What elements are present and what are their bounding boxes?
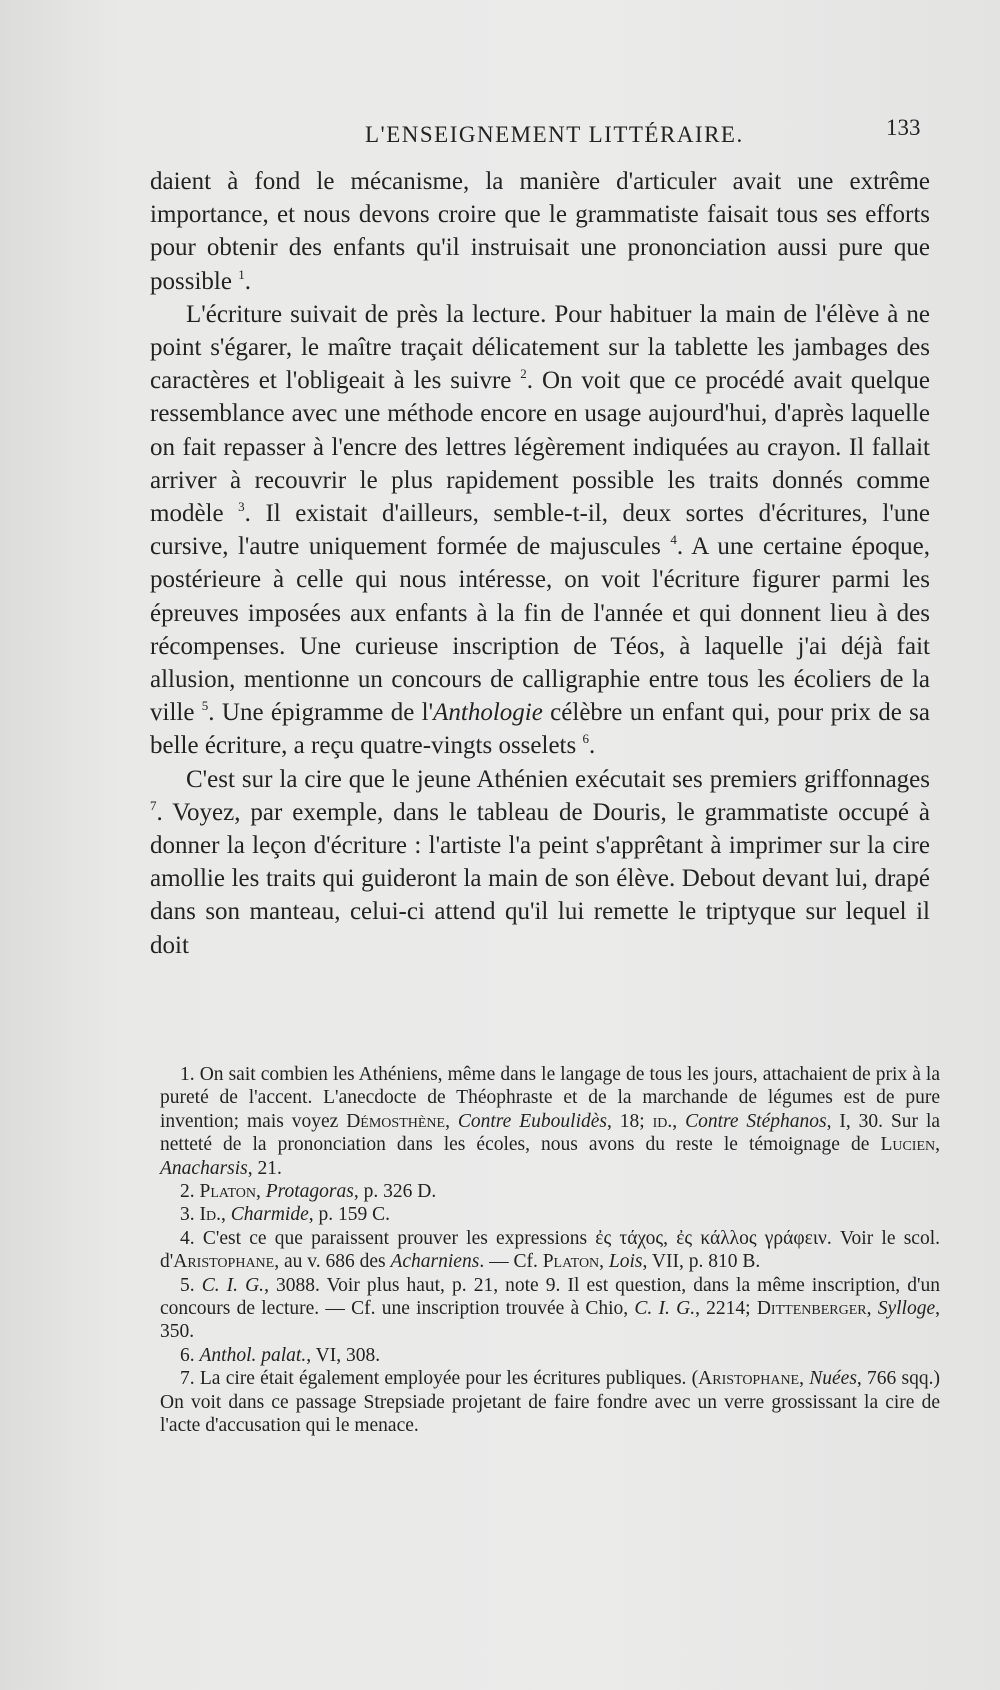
text-run: 1. On sait combien les Athéniens, même dans le langage de tous les jours, attachaient de prix à la pureté de l'accent. L'anecdocte de Théophraste et de la marchande de légumes est de pure invention; mais voyez: [160, 1064, 940, 1132]
text-run: . Voyez, par exemple, dans le tableau de Douris, le grammatiste occupé à donner la leçon d'écriture : l'artiste l'a peint s'apprêtant à imprimer sur la cire amollie les traits qui guideront la main de son élève. Debout devant lui, drapé dans son manteau, celui-ci attend qu'il lui remette le triptyque sur lequel il doit: [150, 798, 930, 959]
footnote-ref-7: 7: [150, 797, 157, 813]
text-run: , p. 326 D.: [353, 1181, 437, 1203]
work-title: Contre Stéphanos: [685, 1110, 827, 1132]
author-name: id.: [652, 1110, 673, 1132]
text-run: . Une épigramme de l': [208, 699, 434, 727]
footnote-ref-3: 3: [238, 499, 245, 515]
paragraph-3: [150, 763, 930, 962]
running-title: L'ENSEIGNEMENT LITTÉRAIRE.: [365, 122, 744, 147]
text-run: ,: [672, 1110, 686, 1132]
footnote-1: [160, 1063, 940, 1180]
text-run: 5.: [180, 1274, 202, 1296]
text-run: . A une certaine époque, postérieure à celle qui nous intéresse, on voit l'écriture figurer parmi les épreuves imposées aux enfants à la fin de l'année et qui donnent lieu à des récompenses. Une curieuse inscription de Téos, à laquelle j'ai déjà fait allusion, mentionne un concours de calligraphie entre tous les écoliers de la ville: [150, 533, 930, 727]
author-name: Démosthène: [346, 1110, 446, 1132]
text-run: 4. C'est ce que paraissent prouver les expressions ἐς τάχος, ἐς κάλλος γράφειν. Voir le scol. d': [160, 1227, 940, 1273]
page-number: 133: [886, 115, 921, 140]
text-run: célèbre un enfant qui, pour prix de sa belle écriture, a reçu quatre-vingts osselets: [150, 699, 930, 760]
work-title: C. I. G.: [201, 1274, 265, 1296]
paragraph-1: [150, 165, 930, 298]
footnote-5: [160, 1274, 940, 1344]
footnote-7: [160, 1367, 940, 1437]
footnote-ref-6: 6: [582, 731, 589, 747]
text-run: . On voit que ce procédé avait quelque ressemblance avec une méthode encore en usage aujourd'hui, d'après laquelle on fait repasser à l'encre des lettres légèrement indiquées au crayon. Il fallait arriver à recouvrir le plus rapidement possible les traits donnés comme modèle: [150, 367, 930, 528]
body-text: [150, 165, 930, 962]
text-run: 3.: [180, 1204, 200, 1226]
text-run: ,: [866, 1298, 878, 1320]
author-name: Platon: [199, 1181, 256, 1203]
work-title: Lois: [608, 1251, 643, 1273]
work-title: Anthol. palat.: [199, 1344, 307, 1366]
text-run: , VII, p. 810 B.: [642, 1251, 761, 1273]
text-run: , 350.: [160, 1298, 940, 1343]
text-run: daient à fond le mécanisme, la manière d'articuler avait une extrême importance, et nous devons croire que le grammatiste faisait tous ses efforts pour obtenir des enfants qu'il instruisait une prononciation aussi pure que possible: [150, 168, 930, 295]
work-title: C. I. G.: [634, 1298, 696, 1320]
text-run: 6.: [180, 1344, 200, 1366]
italic-title: Anthologie: [433, 699, 543, 727]
text-run: .: [244, 267, 251, 295]
footnote-ref-5: 5: [201, 698, 209, 714]
text-run: , I, 30. Sur la netteté de la prononciation dans les écoles, nous avons du reste le témoignage de: [160, 1110, 941, 1156]
footnote-ref-4: 4: [670, 532, 677, 548]
author-name: Platon: [542, 1251, 600, 1273]
author-name: Lucien: [880, 1134, 936, 1156]
text-run: ,: [445, 1110, 458, 1132]
author-name: Id.: [199, 1204, 221, 1226]
text-run: , p. 159 C.: [308, 1204, 390, 1226]
text-run: ,: [220, 1204, 231, 1226]
footnote-3: [160, 1203, 940, 1226]
work-title: Acharniens: [390, 1251, 480, 1273]
footnote-ref-2: 2: [520, 366, 527, 382]
work-title: Anacharsis: [160, 1157, 248, 1179]
text-run: . — Cf.: [479, 1251, 543, 1273]
work-title: Protagoras: [265, 1181, 354, 1203]
author-name: Aristophane: [698, 1368, 800, 1390]
text-run: 2.: [180, 1181, 200, 1203]
footnotes: [160, 1063, 940, 1438]
text-run: , 3088. Voir plus haut, p. 21, note 9. Il est question, dans la même inscription, d'un concours de lecture. — Cf. une inscription trouvée à Chio,: [160, 1274, 940, 1320]
text-run: , 18;: [606, 1110, 653, 1132]
paragraph-2: [150, 298, 930, 763]
footnote-4: [160, 1227, 940, 1274]
text-run: ,: [599, 1251, 609, 1273]
text-run: , 766 sqq.) On voit dans ce passage Strepsiade projetant de faire fondre avec un verre grossissant la cire de l'acte d'accusation qui le menace.: [160, 1368, 940, 1437]
text-run: C'est sur la cire que le jeune Athénien exécutait ses premiers griffonnages: [186, 765, 930, 793]
work-title: Sylloge: [877, 1298, 936, 1320]
footnote-6: [160, 1344, 940, 1367]
text-run: ,: [935, 1134, 940, 1156]
footnote-2: [160, 1180, 940, 1203]
work-title: Contre Euboulidès: [457, 1110, 607, 1132]
text-run: L'écriture suivait de près la lecture. Pour habituer la main de l'élève à ne point s'égarer, le maître traçait délicatement sur la tablette les jambages des caractères et l'obligeait à les suivre: [150, 300, 930, 395]
author-name: Dittenberger: [756, 1298, 867, 1320]
text-run: .: [588, 732, 596, 760]
text-run: ,: [799, 1368, 810, 1390]
text-run: ,: [255, 1181, 266, 1203]
footnote-ref-1: 1: [238, 266, 245, 282]
text-run: 7. La cire était également employée pour les écritures publiques. (: [180, 1368, 699, 1390]
work-title: Charmide: [230, 1204, 309, 1226]
text-run: , 2214;: [695, 1298, 757, 1320]
author-name: Aristophane: [173, 1251, 275, 1273]
text-run: , au v. 686 des: [274, 1251, 391, 1273]
work-title: Nuées: [809, 1368, 857, 1390]
text-run: . Il existait d'ailleurs, semble-t-il, deux sortes d'écritures, l'une cursive, l'autre uniquement formée de majuscules: [150, 500, 930, 561]
running-head: [0, 112, 1000, 152]
text-run: , 21.: [247, 1157, 282, 1179]
text-run: , VI, 308.: [306, 1344, 381, 1366]
